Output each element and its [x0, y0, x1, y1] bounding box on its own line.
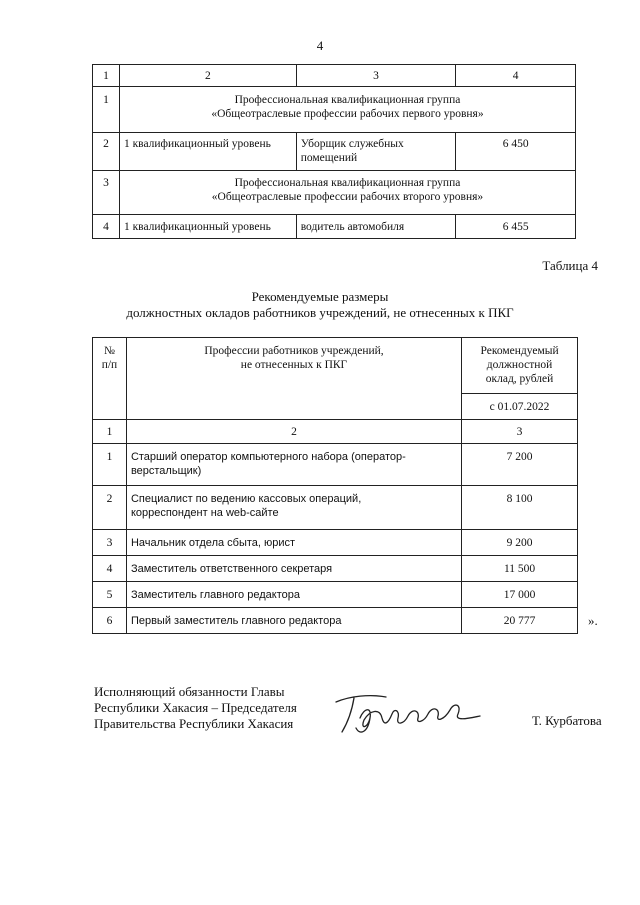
row-number: 1 — [93, 87, 120, 133]
signatory-line: Правительства Республики Хакасия — [94, 716, 294, 731]
table-row — [93, 556, 578, 582]
signatory-line: Республики Хакасия – Председателя — [94, 700, 297, 715]
row-number: 4 — [93, 556, 127, 582]
group-title-line: Профессиональная квалификационная группа — [234, 94, 461, 106]
table-row — [93, 215, 576, 239]
header-cell: 1 — [93, 65, 120, 87]
salary: 11 500 — [462, 556, 578, 582]
salary: 6 450 — [456, 133, 576, 171]
signatory-position — [94, 684, 297, 732]
profession-name — [126, 444, 461, 486]
row-number: 2 — [93, 133, 120, 171]
salary: 17 000 — [462, 582, 578, 608]
row-number: 3 — [93, 171, 120, 215]
salary-table — [92, 337, 578, 634]
profession-name — [126, 486, 461, 530]
salary: 20 777 — [462, 608, 578, 634]
header-line: № — [103, 345, 115, 357]
profession-line: Старший оператор компьютерного набора (оператор- — [130, 451, 406, 463]
profession-name: Начальник отдела сбыта, юрист — [126, 530, 461, 556]
table-row — [93, 486, 578, 530]
table-row — [93, 582, 578, 608]
table-row — [93, 608, 578, 634]
column-number: 2 — [126, 420, 461, 444]
group-title-line: «Общеотраслевые профессии рабочих второго уровня» — [211, 191, 484, 203]
row-number: 4 — [93, 215, 120, 239]
header-cell: 4 — [456, 65, 576, 87]
header-cell: 3 — [296, 65, 456, 87]
profession-line: Уборщик служебных — [300, 138, 404, 150]
row-number: 1 — [93, 444, 127, 486]
column-numbers-row — [93, 420, 578, 444]
salary: 7 200 — [462, 444, 578, 486]
table-label: Таблица 4 — [542, 258, 598, 273]
signatory-name: Т. Курбатова — [532, 713, 602, 728]
profession-line: Специалист по ведению кассовых операций, — [130, 493, 362, 505]
profession-name: Первый заместитель главного редактора — [126, 608, 461, 634]
row-number: 2 — [93, 486, 127, 530]
handwritten-signature — [330, 688, 490, 738]
table-title-line1: Рекомендуемые размеры — [251, 289, 389, 304]
header-line: п/п — [101, 359, 118, 371]
header-line: Профессии работников учреждений, — [204, 345, 384, 357]
signatory-line: Исполняющий обязанности Главы — [94, 684, 285, 699]
header-cell: 2 — [119, 65, 296, 87]
header-line: оклад, рублей — [485, 373, 554, 385]
group-title — [119, 87, 575, 133]
table-row — [93, 171, 576, 215]
row-number: 3 — [93, 530, 127, 556]
salary: 8 100 — [462, 486, 578, 530]
profession-name: Заместитель главного редактора — [126, 582, 461, 608]
qualification-table — [92, 64, 576, 239]
page-number: 4 — [316, 38, 324, 53]
profession — [296, 133, 456, 171]
qualification-level: 1 квалификационный уровень — [119, 215, 296, 239]
column-number: 1 — [93, 420, 127, 444]
header-number-cell — [93, 338, 127, 420]
table-row — [93, 444, 578, 486]
row-number: 5 — [93, 582, 127, 608]
qualification-level: 1 квалификационный уровень — [119, 133, 296, 171]
group-title-line: Профессиональная квалификационная группа — [234, 177, 461, 189]
header-salary-cell — [462, 338, 578, 394]
profession-line: верстальщик) — [130, 465, 202, 477]
closing-quote: ». — [588, 613, 598, 628]
header-line: не отнесенных к ПКГ — [240, 359, 348, 371]
header-line: Рекомендуемый — [480, 345, 559, 357]
group-title — [119, 171, 575, 215]
profession-line: помещений — [300, 152, 358, 164]
profession-line: корреспондент на web-сайте — [130, 507, 279, 519]
header-date-cell: с 01.07.2022 — [462, 394, 578, 420]
table-header-row — [93, 338, 578, 394]
table-row — [93, 87, 576, 133]
row-number: 6 — [93, 608, 127, 634]
table-row — [93, 530, 578, 556]
table-row — [93, 133, 576, 171]
group-title-line: «Общеотраслевые профессии рабочих первого уровня» — [211, 108, 484, 120]
profession: водитель автомобиля — [296, 215, 456, 239]
header-line: должностной — [486, 359, 553, 371]
table-title-line2: должностных окладов работников учреждений, не отнесенных к ПКГ — [126, 305, 514, 320]
header-profession-cell — [126, 338, 461, 420]
column-number: 3 — [462, 420, 578, 444]
table-header-row — [93, 65, 576, 87]
profession-name: Заместитель ответственного секретаря — [126, 556, 461, 582]
salary: 9 200 — [462, 530, 578, 556]
salary: 6 455 — [456, 215, 576, 239]
